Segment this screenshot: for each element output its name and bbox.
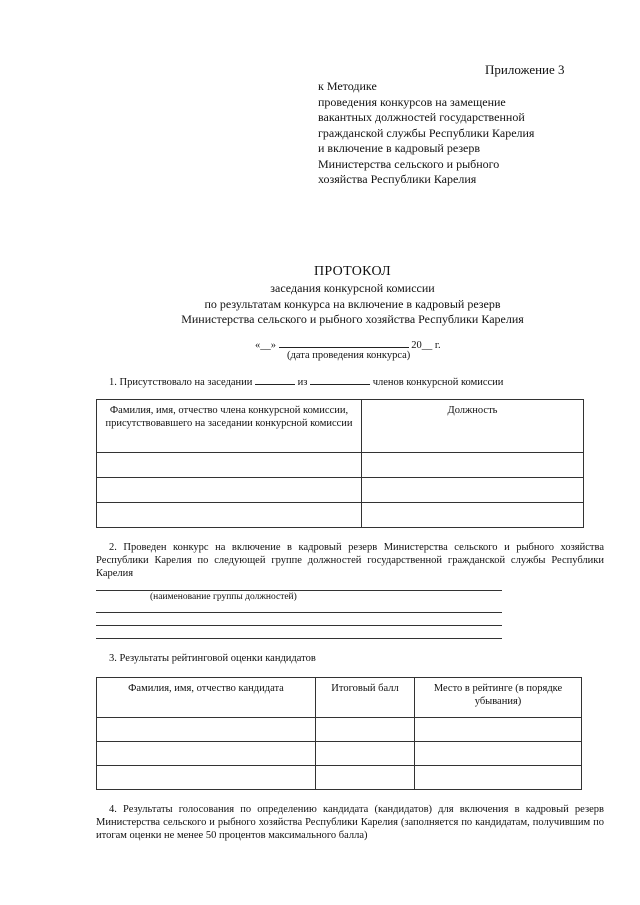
table-cell[interactable] — [362, 478, 584, 503]
blank-line[interactable] — [96, 638, 502, 639]
table-cell[interactable] — [97, 742, 316, 766]
protocol-subtitle-line: заседания конкурсной комиссии — [270, 281, 435, 295]
section3-text: 3. Результаты рейтинговой оценки кандидатов — [109, 653, 316, 664]
table-cell[interactable] — [97, 718, 316, 742]
table-row — [97, 766, 582, 790]
table-cell[interactable] — [97, 503, 362, 528]
column-header-position: Должность — [362, 400, 584, 453]
table-cell[interactable] — [415, 766, 582, 790]
position-group-caption: (наименование группы должностей) — [150, 592, 297, 602]
table-cell[interactable] — [316, 718, 415, 742]
table-cell[interactable] — [415, 742, 582, 766]
table-cell[interactable] — [316, 766, 415, 790]
column-header-fio: Фамилия, имя, отчество члена конкурсной комиссии, присутствовавшего на заседании конкурсной комиссии — [97, 400, 362, 453]
date-blank[interactable] — [279, 337, 409, 348]
section1-from: из — [297, 377, 308, 388]
blank-line[interactable] — [96, 625, 502, 626]
section2-text: 2. Проведен конкурс на включение в кадровый резерв Министерства сельского и рыбного хозяйства Республики Карелия по следующей группе должностей государственной гражданской службы Республики Карелия — [96, 542, 604, 579]
protocol-subtitle-line: по результатам конкурса на включение в кадровый резерв — [204, 296, 501, 311]
appendix-line: вакантных должностей государственной — [318, 110, 525, 124]
table-row — [97, 718, 582, 742]
column-header-rank: Место в рейтинге (в порядке убывания) — [415, 678, 582, 718]
table-cell[interactable] — [362, 453, 584, 478]
appendix-reference — [318, 79, 534, 188]
appendix-line: к Методике — [318, 79, 377, 93]
appendix-title: Приложение 3 — [485, 62, 565, 77]
protocol-title: ПРОТОКОЛ — [314, 264, 391, 279]
table-row — [97, 742, 582, 766]
table-cell[interactable] — [362, 503, 584, 528]
protocol-subtitle — [0, 281, 640, 328]
date-line — [255, 337, 441, 351]
section1-suffix: членов конкурсной комиссии — [372, 377, 504, 388]
date-year: 20__ г. — [411, 340, 441, 351]
appendix-line: Министерства сельского и рыбного — [318, 156, 500, 171]
table-cell[interactable] — [415, 718, 582, 742]
section4-text: 4. Результаты голосования по определению кандидата (кандидатов) для включения в кадровый резерв Министерства сельского и рыбного хозяйства Республики Карелия (заполняется по кандидатам, получившим по итогам оценки не менее 50 процентов максимального балла) — [96, 804, 604, 841]
table-row — [97, 453, 584, 478]
table-row — [97, 503, 584, 528]
blank-line[interactable] — [96, 612, 502, 613]
section1-text — [109, 374, 503, 389]
rating-table — [96, 677, 582, 790]
present-count-blank[interactable] — [255, 374, 295, 385]
column-header-score: Итоговый балл — [316, 678, 415, 718]
table-cell[interactable] — [97, 766, 316, 790]
total-count-blank[interactable] — [310, 374, 370, 385]
protocol-subtitle-line: Министерства сельского и рыбного хозяйства Республики Карелия — [181, 312, 524, 326]
position-group-line[interactable] — [96, 590, 502, 591]
appendix-line: гражданской службы Республики Карелия — [318, 125, 535, 140]
table-cell[interactable] — [316, 742, 415, 766]
appendix-line: хозяйства Республики Карелия — [318, 172, 477, 186]
appendix-line: и включение в кадровый резерв — [318, 141, 481, 155]
table-cell[interactable] — [97, 478, 362, 503]
table-row — [97, 478, 584, 503]
table-cell[interactable] — [97, 453, 362, 478]
date-day: «__» — [255, 340, 276, 351]
commission-table — [96, 399, 584, 528]
date-caption: (дата проведения конкурса) — [287, 350, 411, 361]
section1-prefix: 1. Присутствовало на заседании — [109, 377, 253, 388]
column-header-candidate: Фамилия, имя, отчество кандидата — [97, 678, 316, 718]
appendix-line: проведения конкурсов на замещение — [318, 94, 506, 109]
